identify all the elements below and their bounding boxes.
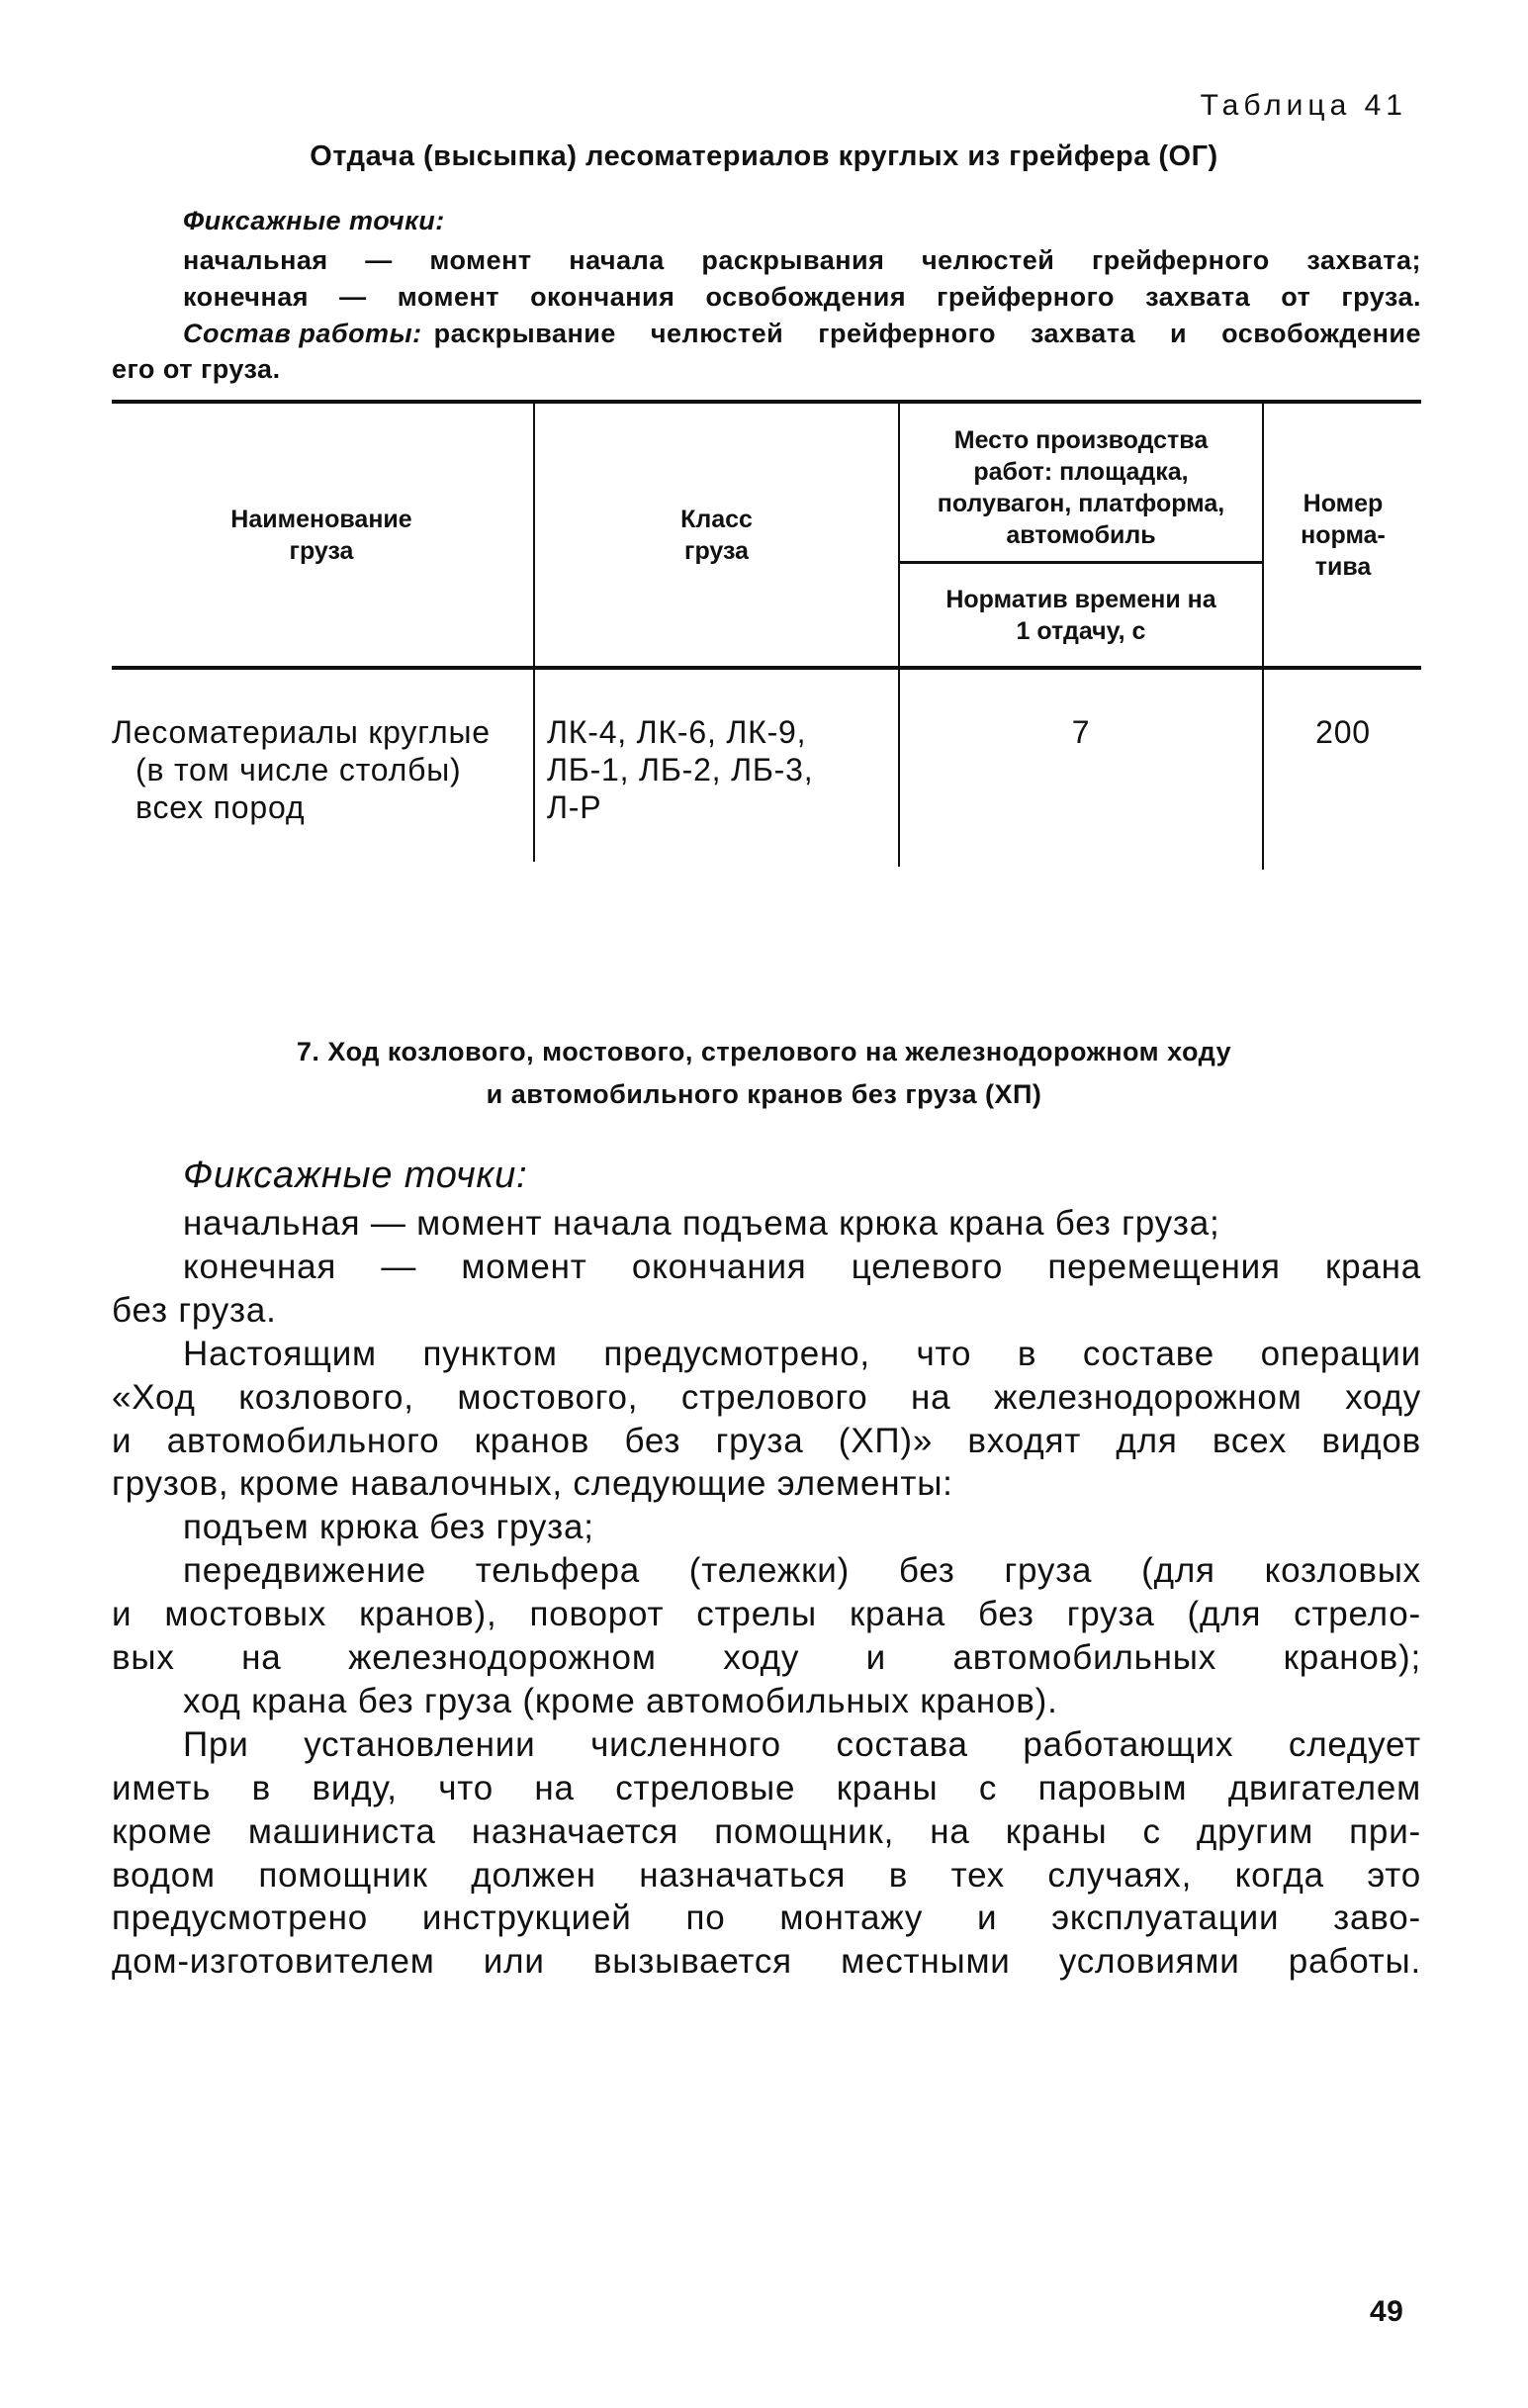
cargo-name: Лесоматериалы круглые [112, 714, 491, 750]
fix-points-label: Фиксажные точки: [183, 206, 445, 235]
header-place: Место производства работ: площадка, полувагон, платформа, автомобиль [937, 425, 1225, 549]
work-line [183, 319, 1421, 349]
cargo-name: (в том числе столбы) [135, 752, 462, 787]
body-line: вых на железнодорожном ходу и автомобильных кранов); [112, 1638, 1421, 1677]
body-line: При установлении численного состава работающих следует [183, 1724, 1421, 1764]
header-name: Наименование груза [230, 505, 412, 565]
body-line: предусмотрено инструкцией по монтажу и эксплуатации заво- [112, 1899, 1421, 1938]
body-line: кроме машиниста назначается помощник, на краны с другим при- [112, 1811, 1421, 1851]
section-heading: 7. Ход козлового, мостового, стрелового на железнодорожном ходу [296, 1037, 1232, 1066]
table-label: Таблица 41 [1200, 89, 1407, 122]
work-label: Состав работы: [183, 319, 422, 348]
body-line: иметь в виду, что на стреловые краны с паровым двигателем [112, 1768, 1421, 1807]
intro-line: конечная — момент окончания освобождения грейферного захвата от груза. [183, 282, 1421, 312]
work-text: раскрывание челюстей грейферного захвата и освобождение [433, 319, 1421, 348]
header-norm-time: Норматив времени на 1 отдачу, с [945, 585, 1216, 645]
norm-number-value: 200 [1315, 714, 1371, 750]
section-fix-label: Фиксажные точки: [183, 1155, 528, 1196]
section-heading: и автомобильного кранов без груза (ХП) [486, 1079, 1042, 1109]
body-line: передвижение тельфера (тележки) без груза (для козловых [183, 1551, 1421, 1591]
body-line: водом помощник должен назначаться в тех случаях, когда это [112, 1855, 1421, 1895]
body-line: начальная — момент начала подъема крюка крана без груза; [183, 1204, 1220, 1243]
table-title: Отдача (высыпка) лесоматериалов круглых из грейфера (ОГ) [310, 140, 1218, 172]
body-line: и автомобильного кранов без груза (ХП)» входят для всех видов [112, 1421, 1421, 1460]
body-line: грузов, кроме навалочных, следующие элементы: [112, 1464, 953, 1504]
body-line: без груза. [112, 1290, 277, 1330]
page-number: 49 [1370, 2295, 1404, 2328]
body-line: Настоящим пунктом предусмотрено, что в составе операции [183, 1334, 1421, 1373]
body-line: дом-изготовителем или вызывается местными условиями работы. [112, 1942, 1421, 1982]
cargo-class: Л-Р [547, 789, 602, 825]
table-header-rule [112, 666, 1421, 670]
body-line: ход крана без груза (кроме автомобильных кранов). [183, 1681, 1058, 1720]
body-line: и мостовых кранов), поворот стрелы крана без груза (для стрело- [112, 1595, 1421, 1634]
body-line: «Ход козлового, мостового, стрелового на железнодорожном ходу [112, 1377, 1421, 1417]
cargo-class: ЛБ-1, ЛБ-2, ЛБ-3, [547, 752, 814, 787]
body-line: подъем крюка без груза; [183, 1508, 594, 1547]
body-line: конечная — момент окончания целевого перемещения крана [183, 1247, 1421, 1286]
intro-line: начальная — момент начала раскрывания челюстей грейферного захвата; [183, 245, 1421, 275]
header-norm-number: Номер норма-тива [1301, 489, 1386, 581]
norm-time-value: 7 [1071, 714, 1091, 750]
work-line-end: его от груза. [112, 354, 281, 384]
cargo-class: ЛК-4, ЛК-6, ЛК-9, [547, 714, 807, 750]
header-class: Класс груза [680, 505, 753, 565]
cargo-name: всех пород [135, 789, 306, 825]
